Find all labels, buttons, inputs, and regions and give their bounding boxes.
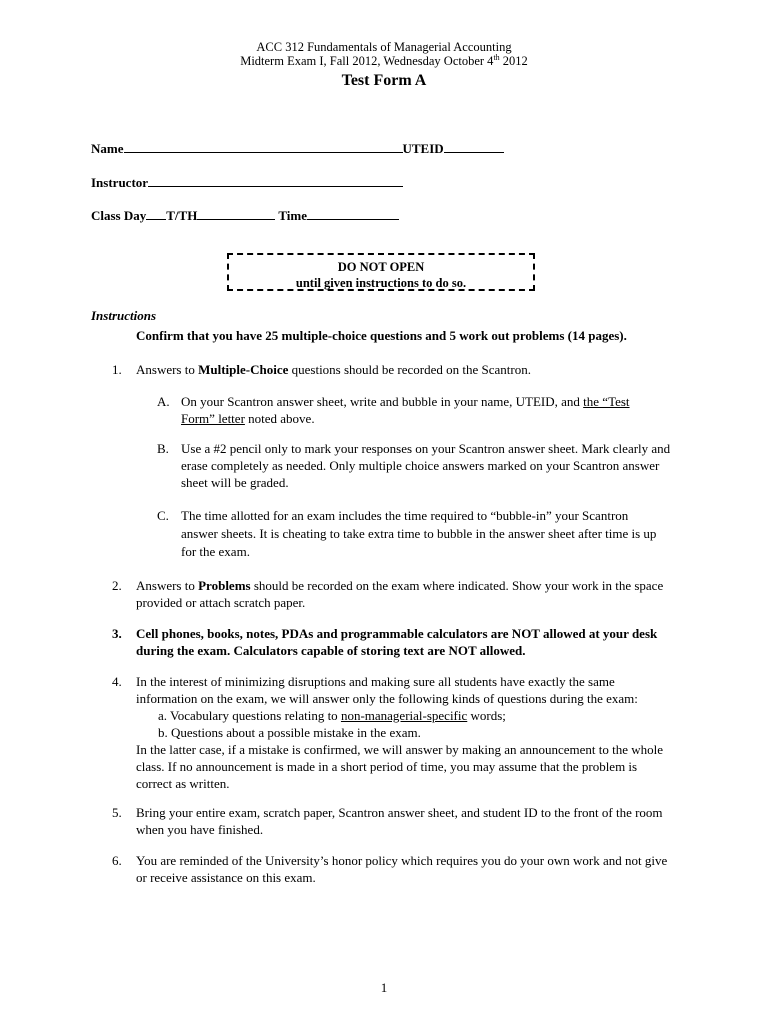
item-text: Cell phones, books, notes, PDAs and programmable calculators are NOT allowed at your desk during the exam. Calculators capable of storing text are NOT allowed. [136,626,658,658]
item-4-intro: In the interest of minimizing disruptions and making sure all students have exactly the same information on the exam, we will answer only the following kinds of questions during the exam: [136,674,638,706]
do-not-open-notice [227,253,535,291]
sub-label: C. [157,508,169,523]
exam-date-year: 2012 [499,54,528,68]
instructor-label: Instructor [91,175,149,190]
exam-date-text: Midterm Exam I, Fall 2012, Wednesday October 4 [240,54,494,68]
classday-option-blank[interactable] [197,207,275,220]
uteid-blank[interactable] [444,140,504,153]
item-number: 6. [112,853,122,868]
sub-label: B. [157,441,169,456]
classday-option: T/TH [166,208,198,223]
instructor-blank[interactable] [148,174,403,187]
exam-date-line [0,54,768,69]
time-label: Time [278,208,308,223]
item-4-option-a: a. Vocabulary questions relating to non-managerial-specific words; [158,708,506,723]
item-number: 2. [112,578,122,593]
name-blank[interactable] [124,140,403,153]
test-form-title: Test Form A [341,72,427,89]
sub-label: A. [157,394,170,409]
item-text: Bring your entire exam, scratch paper, Scantron answer sheet, and student ID to the front of the room when you have finished. [136,805,663,837]
notice-line-1: DO NOT OPEN [337,260,425,274]
instructions-heading: Instructions [91,308,157,323]
item-4-option-b: b. Questions about a possible mistake in the exam. [158,725,421,740]
item-text [136,673,676,792]
sub-text: Use a #2 pencil only to mark your responses on your Scantron answer sheet. Mark clearly and erase completely as needed. Only multiple choice answers marked on your Scantron answer sheet will be graded. [181,441,671,490]
classday-label: Class Day [91,208,147,223]
notice-line-2: until given instructions to do so. [295,276,467,290]
item-number: 5. [112,805,122,820]
item-text: Answers to Multiple-Choice questions should be recorded on the Scantron. [136,362,531,377]
course-title: ACC 312 Fundamentals of Managerial Accounting [256,40,512,54]
item-number: 4. [112,674,122,689]
item-number: 1. [112,362,122,377]
uteid-label: UTEID [402,141,444,156]
confirm-statement: Confirm that you have 25 multiple-choice questions and 5 work out problems (14 pages). [136,328,627,343]
item-number: 3. [112,626,122,641]
item-text: Answers to Problems should be recorded on the exam where indicated. Show your work in the space provided or attach scratch paper. [136,578,664,610]
item-text: You are reminded of the University’s honor policy which requires you do your own work and not give or receive assistance on this exam. [136,853,668,885]
sub-text: On your Scantron answer sheet, write and bubble in your name, UTEID, and the “Test Form” letter noted above. [181,394,630,426]
name-field-row [91,140,504,157]
exam-date-sup: th [493,53,500,62]
item-4-outro: In the latter case, if a mistake is confirmed, we will answer by making an announcement to the whole class. If no announcement is made in a short period of time, you may assume that the problem is correct as written. [136,742,664,791]
class-time-field-row [91,207,399,224]
page-number: 1 [380,980,388,995]
instructor-field-row [91,174,403,191]
name-label: Name [91,141,124,156]
sub-text: The time allotted for an exam includes the time required to “bubble-in” your Scantron answer sheets. It is cheating to take extra time to bubble in the answer sheet after time is up for the exam. [181,508,657,559]
time-blank[interactable] [307,207,399,220]
classday-blank[interactable] [146,207,166,220]
